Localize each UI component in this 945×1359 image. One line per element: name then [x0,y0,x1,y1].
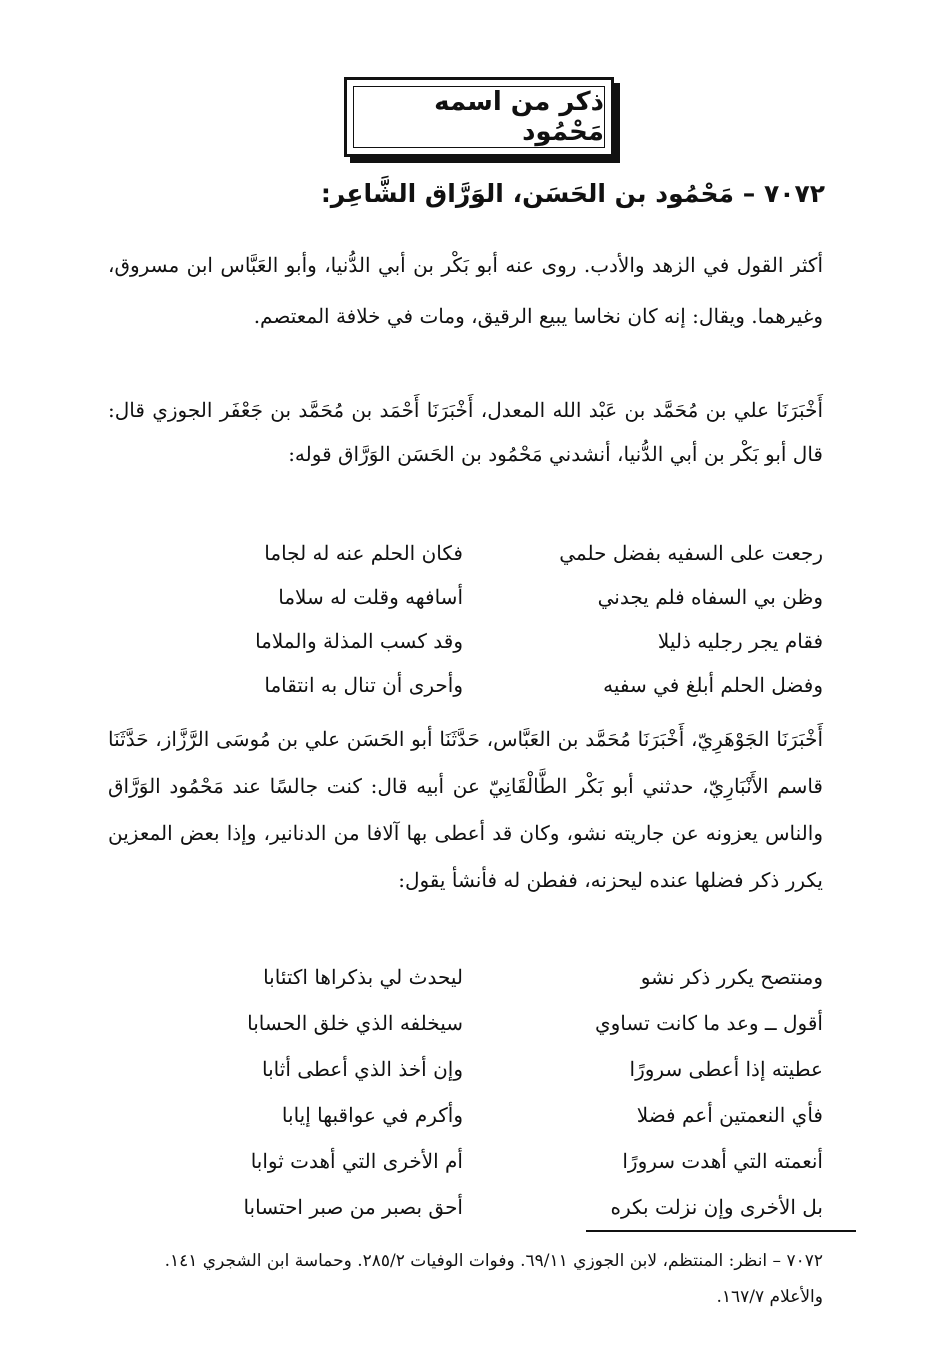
paragraph-isnad-2 [108,716,823,904]
verse-second-hemistich: ليحدث لي بذكراها اكتئابا [263,965,463,989]
poem-verse [133,619,823,663]
paragraph-text: أكثر القول في الزهد والأدب. روى عنه أبو بَكْر بن أبي الدُّنيا، وأبو العَبَّاس ابن مسروق، وغيرهما. ويقال: إنه كان نخاسا يبيع الرقيق، ومات في خلافة المعتصم. [108,253,823,328]
verse-second-hemistich: فكان الحلم عنه له لجاما [264,541,463,565]
verse-first-hemistich: أنعمته التي أهدت سرورًا [622,1149,823,1173]
poem-verse [133,1185,823,1231]
verse-first-hemistich: وظن بي السفاه فلم يجدني [597,585,823,609]
poem-verse [133,1093,823,1139]
paragraph-biography [108,240,823,342]
verse-second-hemistich: أم الأخرى التي أهدت ثوابا [250,1149,463,1173]
verse-first-hemistich: ومنتصح يكرر ذكر نشو [640,965,823,989]
section-title: ذكر من اسمه مَحْمُود [434,87,604,147]
verse-second-hemistich: أحق بصبر من صبر احتسابا [243,1195,463,1219]
paragraph-text: أَخْبَرَنَا الجَوْهَرِيّ، أَخْبَرَنَا مُحَمَّد بن العَبَّاس، حَدَّثَنَا أبو الحَسَن علي بن مُوسَى الرَّزَّاز، حَدَّثَنَا قاسم الأَنْبَارِيّ، حدثني أبو بَكْر الطَّالْقَانِيّ عن أبيه قال: كنت جالسًا عند مَحْمُود الوَرَّاق والناس يعزونه عن جاريته نشو، وكان قد أعطى بها آلافا من الدنانير، وإذا بعض المعزين يكرر ذكر فضلها عنده ليحزنه، ففطن له فأنشأ يقول: [108,727,823,892]
poem-verse [133,955,823,1001]
footnote-divider [586,1230,856,1232]
verse-first-hemistich: بل الأخرى وإن نزلت بكره [610,1195,823,1219]
verse-first-hemistich: فأي النعمتين أعم فضلا [636,1103,823,1127]
verse-first-hemistich: وفضل الحلم أبلغ في سفيه [603,673,823,697]
footnote [103,1243,823,1315]
verse-second-hemistich: وأكرم في عواقبها إيابا [281,1103,463,1127]
verse-first-hemistich: رجعت على السفيه بفضل حلمي [559,541,823,565]
footnote-line: والأعلام ١٦٧/٧. [716,1287,823,1307]
verse-second-hemistich: أسافهه وقلت له سلاما [278,585,463,609]
entry-heading: ٧٠٧٢ – مَحْمُود بن الحَسَن، الوَرَّاق الشَّاعِر: [320,179,825,208]
poem-verse [133,531,823,575]
footnote-line: ٧٠٧٢ – انظر: المنتظم، لابن الجوزي ٦٩/١١. وفوات الوفيات ٢٨٥/٢. وحماسة ابن الشجري ١٤١. [164,1251,823,1271]
verse-first-hemistich: عطيته إذا أعطى سرورًا [629,1057,823,1081]
paragraph-text: أَخْبَرَنَا علي بن مُحَمَّد بن عَبْد الله المعدل، أَخْبَرَنَا أَحْمَد بن مُحَمَّد بن جَعْفَر الجوزي قال: قال أبو بَكْر بن أبي الدُّنيا، أنشدني مَحْمُود بن الحَسَن الوَرَّاق قوله: [108,398,823,466]
verse-second-hemistich: وقد كسب المذلة والملاما [255,629,463,653]
poem-verse [133,575,823,619]
poem-verse [133,663,823,707]
verse-second-hemistich: وإن أخذ الذي أعطى أثابا [262,1057,463,1081]
verse-first-hemistich: أقول ــ وعد ما كانت تساوي [594,1011,823,1035]
paragraph-isnad-1 [108,388,823,476]
poem-1 [133,531,823,707]
verse-second-hemistich: وأحرى أن تنال به انتقاما [264,673,463,697]
poem-verse [133,1001,823,1047]
poem-2 [133,955,823,1231]
verse-second-hemistich: سيخلفه الذي خلق الحسابا [247,1011,463,1035]
poem-verse [133,1047,823,1093]
section-title-inner-frame [353,86,605,148]
section-title-frame [344,77,614,157]
poem-verse [133,1139,823,1185]
verse-first-hemistich: فقام يجر رجليه ذليلا [657,629,823,653]
